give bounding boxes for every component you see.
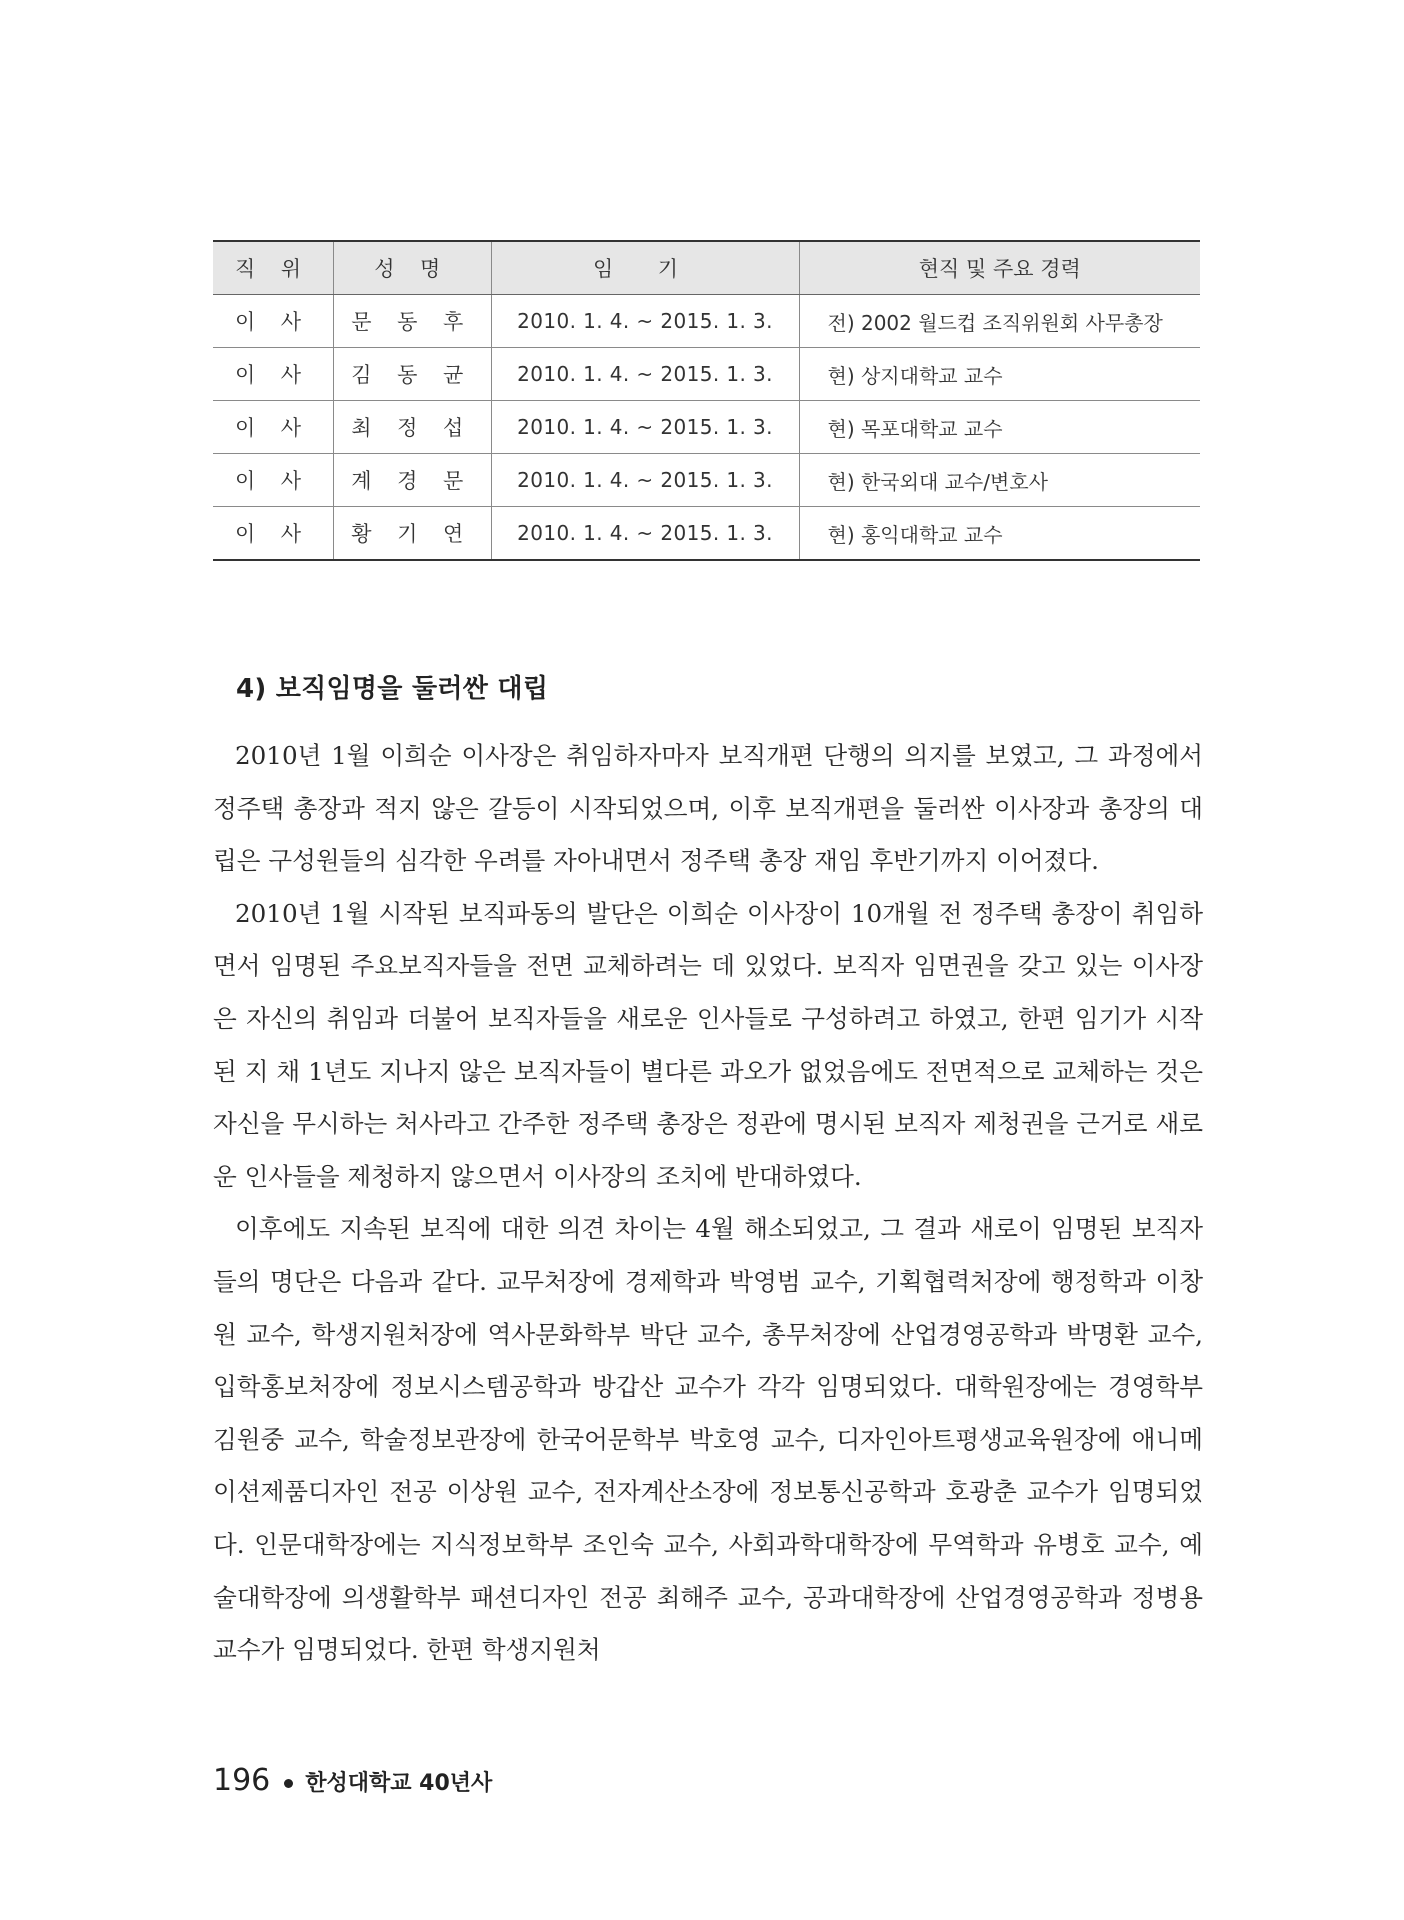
paragraph-2: 2010년 1월 시작된 보직파동의 발단은 이희순 이사장이 10개월 전 정주택 총장이 취임하면서 임명된 주요보직자들을 전면 교체하려는 데 있었다. 보직자 임면권을 갖고 있는 이사장은 자신의 취임과 더불어 보직자들을 새로운 인사들로 구성하려고 하였고, 한편 임기가 시작된 지 채 1년도 지나지 않은 보직자들이 별다른 과오가 없었음에도 전면적으로 교체하는 것은 자신을 무시하는 처사라고 간주한 정주택 총장은 정관에 명시된 보직자 제청권을 근거로 새로운 인사들을 제청하지 않으면서 이사장의 조치에 반대하였다. — [213, 898, 1203, 1191]
table-row — [213, 454, 1200, 507]
header-name: 성 명 — [333, 241, 491, 295]
table-row — [213, 295, 1200, 348]
cell-term: 2010. 1. 4. ~ 2015. 1. 3. — [491, 295, 799, 348]
header-term: 임 기 — [491, 241, 799, 295]
table-header-row — [213, 241, 1200, 295]
cell-career: 전) 2002 월드컵 조직위원회 사무총장 — [799, 295, 1200, 348]
cell-name: 문 동 후 — [333, 295, 491, 348]
table-row — [213, 507, 1200, 561]
board-members-table — [213, 240, 1200, 561]
running-title: 한성대학교 40년사 — [305, 1771, 493, 1796]
cell-name: 계 경 문 — [333, 454, 491, 507]
cell-term: 2010. 1. 4. ~ 2015. 1. 3. — [491, 454, 799, 507]
paragraph-1: 2010년 1월 이희순 이사장은 취임하자마자 보직개편 단행의 의지를 보였고, 그 과정에서 정주택 총장과 적지 않은 갈등이 시작되었으며, 이후 보직개편을 둘러싼 이사장과 총장의 대립은 구성원들의 심각한 우려를 자아내면서 정주택 총장 재임 후반기까지 이어졌다. — [213, 741, 1203, 876]
bullet-dot-icon — [284, 1779, 293, 1788]
cell-career: 현) 목포대학교 교수 — [799, 401, 1200, 454]
paragraph-3: 이후에도 지속된 보직에 대한 의견 차이는 4월 해소되었고, 그 결과 새로이 임명된 보직자들의 명단은 다음과 같다. 교무처장에 경제학과 박영범 교수, 기획협력처장에 행정학과 이창원 교수, 학생지원처장에 역사문화학부 박단 교수, 총무처장에 산업경영공학과 박명환 교수, 입학홍보처장에 정보시스템공학과 방갑산 교수가 각각 임명되었다. 대학원장에는 경영학부 김원중 교수, 학술정보관장에 한국어문학부 박호영 교수, 디자인아트평생교육원장에 애니메이션제품디자인 전공 이상원 교수, 전자계산소장에 정보통신공학과 호광춘 교수가 임명되었다. 인문대학장에는 지식정보학부 조인숙 교수, 사회과학대학장에 무역학과 유병호 교수, 예술대학장에 의생활학부 패션디자인 전공 최해주 교수, 공과대학장에 산업경영공학과 정병용 교수가 임명되었다. 한편 학생지원처 — [213, 1214, 1203, 1665]
header-career: 현직 및 주요 경력 — [799, 241, 1200, 295]
cell-term: 2010. 1. 4. ~ 2015. 1. 3. — [491, 507, 799, 561]
section-heading: 4) 보직임명을 둘러싼 대립 — [236, 674, 549, 704]
cell-position: 이 사 — [213, 401, 333, 454]
cell-position: 이 사 — [213, 454, 333, 507]
cell-career: 현) 상지대학교 교수 — [799, 348, 1200, 401]
header-position: 직 위 — [213, 241, 333, 295]
cell-name: 최 정 섭 — [333, 401, 491, 454]
page-number: 196 — [213, 1763, 271, 1798]
cell-position: 이 사 — [213, 348, 333, 401]
cell-position: 이 사 — [213, 507, 333, 561]
cell-career: 현) 홍익대학교 교수 — [799, 507, 1200, 561]
cell-term: 2010. 1. 4. ~ 2015. 1. 3. — [491, 401, 799, 454]
table-row — [213, 401, 1200, 454]
page-footer — [213, 1763, 492, 1798]
cell-position: 이 사 — [213, 295, 333, 348]
table-row — [213, 348, 1200, 401]
cell-term: 2010. 1. 4. ~ 2015. 1. 3. — [491, 348, 799, 401]
cell-name: 황 기 연 — [333, 507, 491, 561]
cell-name: 김 동 균 — [333, 348, 491, 401]
cell-career: 현) 한국외대 교수/변호사 — [799, 454, 1200, 507]
body-text — [213, 730, 1203, 1677]
